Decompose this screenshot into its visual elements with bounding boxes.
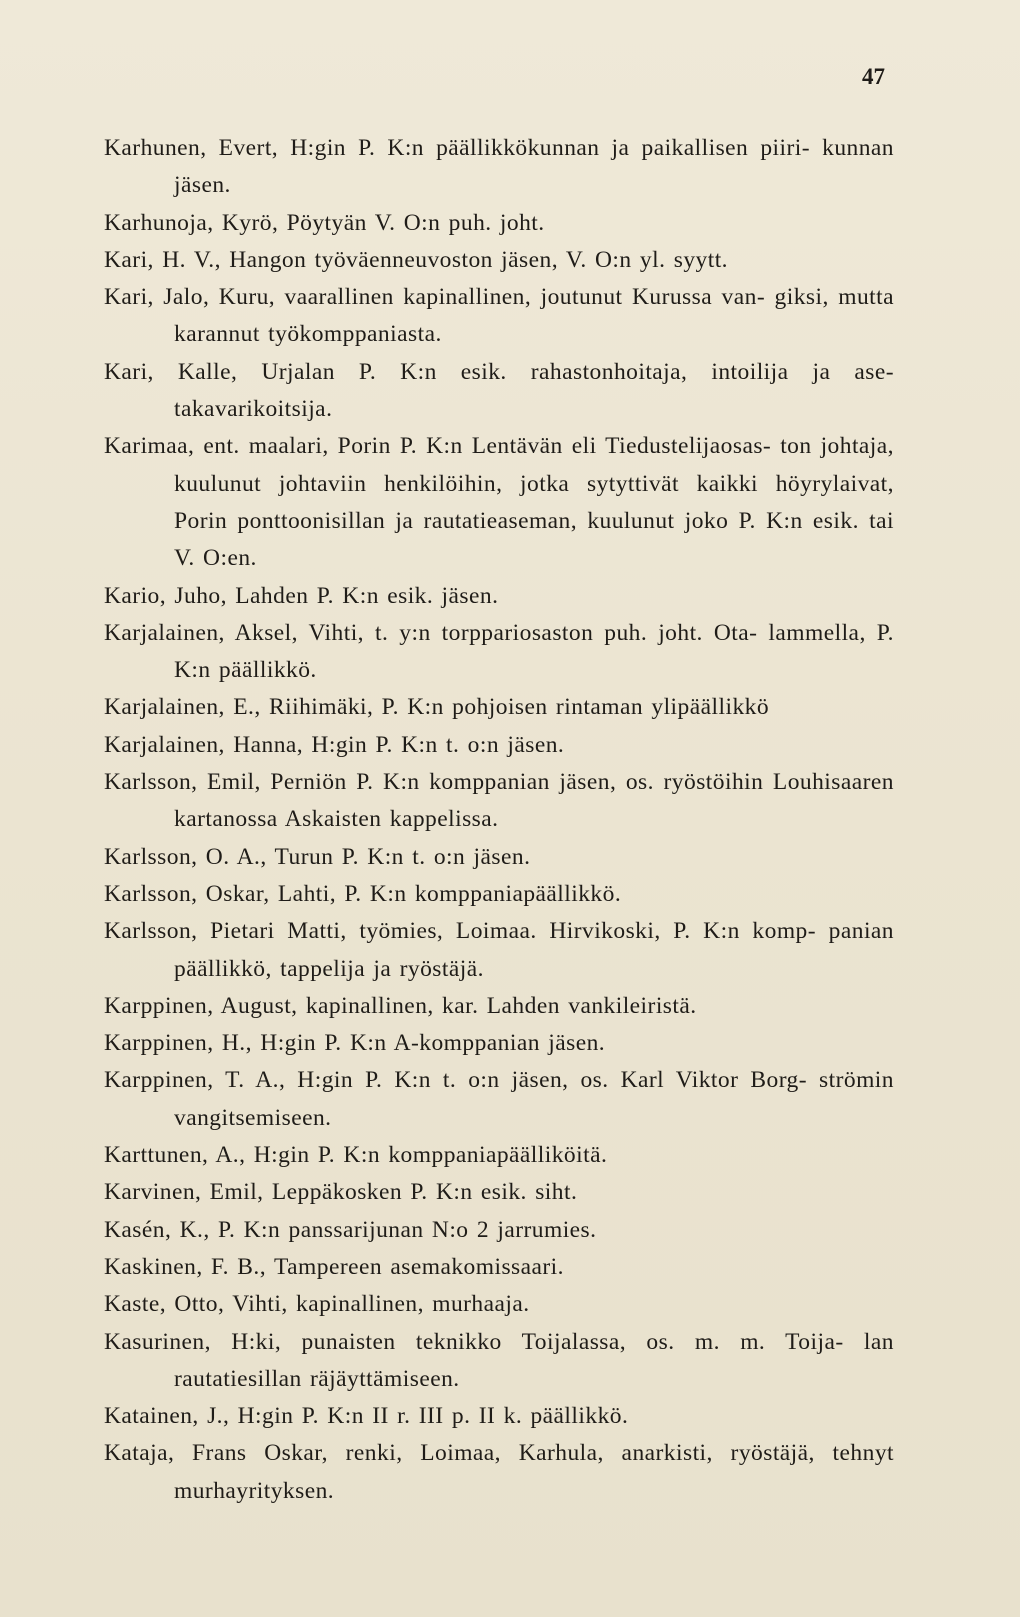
list-item: Kaskinen, F. B., Tampereen asemakomissaari. (104, 1253, 564, 1280)
list-item: Karhunen, Evert, H:gin P. K:n päällikkökunnan ja paikallisen piiri- kunnan jäsen. (104, 135, 894, 199)
list-item: Katainen, J., H:gin P. K:n II r. III p. II k. päällikkö. (104, 1403, 629, 1430)
list-item: Karppinen, T. A., H:gin P. K:n t. o:n jäsen, os. Karl Viktor Borg- strömin vangitsemiseen. (104, 1067, 894, 1131)
list-item: Karlsson, Pietari Matti, työmies, Loimaa. Hirvikoski, P. K:n komp- panian päällikkö, tappelija ja ryöstäjä. (104, 918, 894, 982)
list-item: Kari, Jalo, Kuru, vaarallinen kapinallinen, joutunut Kurussa van- giksi, mutta karannut työkomppaniasta. (104, 284, 894, 348)
page-number: 47 (862, 64, 885, 89)
list-item: Karttunen, A., H:gin P. K:n komppaniapäälliköitä. (104, 1142, 608, 1169)
list-item: Kari, Kalle, Urjalan P. K:n esik. rahastonhoitaja, intoilija ja ase- takavarikoitsija. (104, 358, 894, 423)
list-item: Kari, H. V., Hangon työväenneuvoston jäsen, V. O:n yl. syytt. (104, 246, 728, 273)
list-item: Kario, Juho, Lahden P. K:n esik. jäsen. (104, 582, 499, 609)
list-item: Karppinen, H., H:gin P. K:n A-komppanian jäsen. (104, 1030, 606, 1057)
list-item: Kataja, Frans Oskar, renki, Loimaa, Karhula, anarkisti, ryöstäjä, tehnyt murhayrityksen. (104, 1440, 894, 1504)
list-item: Karimaa, ent. maalari, Porin P. K:n Lentävän eli Tiedustelijaosas- ton johtaja, kuulunut johtaviin henkilöihin, jotka sytyttivät kaikki höyrylaivat, Porin ponttoonisillan ja rautatieaseman, kuulunut joko P. K:n esik. tai V. O:en. (104, 433, 894, 572)
list-item: Kasén, K., P. K:n panssarijunan N:o 2 jarrumies. (104, 1216, 597, 1243)
list-item: Karvinen, Emil, Leppäkosken P. K:n esik. siht. (104, 1179, 578, 1206)
entry-list (104, 130, 894, 1510)
list-item: Kasurinen, H:ki, punaisten teknikko Toijalassa, os. m. m. Toija- lan rautatiesillan räjäyttämiseen. (104, 1328, 894, 1392)
list-item: Karlsson, Oskar, Lahti, P. K:n komppaniapäällikkö. (104, 880, 622, 907)
list-item: Karlsson, O. A., Turun P. K:n t. o:n jäsen. (104, 843, 531, 870)
list-item: Karhunoja, Kyrö, Pöytyän V. O:n puh. joht. (104, 209, 545, 236)
list-item: Karjalainen, Aksel, Vihti, t. y:n torppariosaston puh. joht. Ota- lammella, P. K:n päällikkö. (104, 619, 894, 684)
list-item: Karjalainen, Hanna, H:gin P. K:n t. o:n jäsen. (104, 731, 565, 758)
list-item: Karlsson, Emil, Perniön P. K:n komppanian jäsen, os. ryöstöihin Louhisaaren kartanossa Askaisten kappelissa. (104, 769, 894, 833)
list-item: Kaste, Otto, Vihti, kapinallinen, murhaaja. (104, 1291, 530, 1318)
list-item: Karppinen, August, kapinallinen, kar. Lahden vankileiristä. (104, 992, 697, 1019)
list-item: Karjalainen, E., Riihimäki, P. K:n pohjoisen rintaman ylipäällikkö (104, 694, 770, 721)
